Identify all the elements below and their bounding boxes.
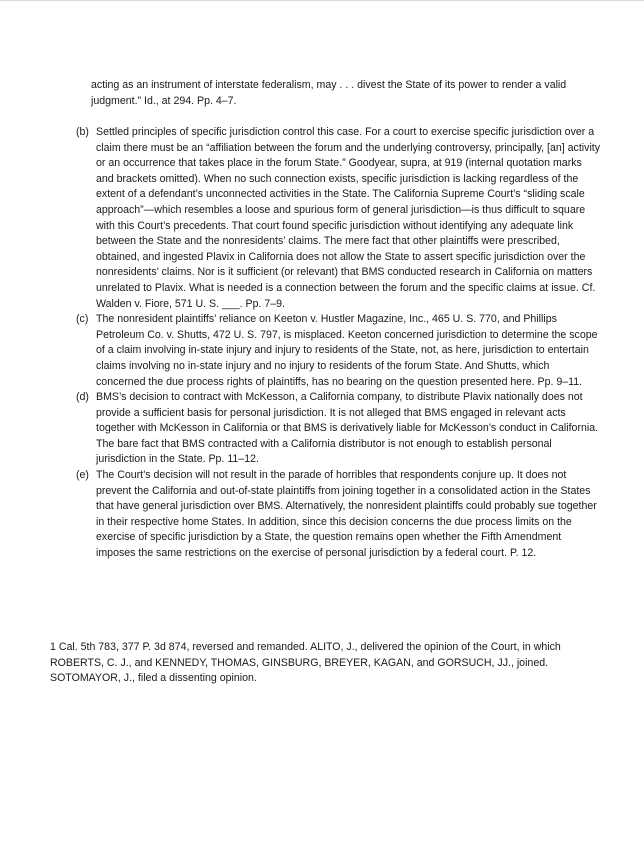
item-text: The Court’s decision will not result in the parade of horribles that respondents conjure up. It does not prevent the California and out-of-state plaintiffs from joining together in a consolidated action in the States that have general jurisdiction over BMS. Alternatively, the nonresident plaintiffs could probably sue together in their respective home States. In addition, since this decision concerns the due process limits on the exercise of specific jurisdiction by a State, the question remains open whether the Fifth Amendment imposes the same restrictions on the exercise of personal jurisdiction by a federal court. P. 12. [96,469,597,560]
item-label: (b) [76,126,89,138]
intro-paragraph: acting as an instrument of interstate federalism, may . . . divest the State of its power to render a valid judgment.” Id., at 294. Pp. 4–7. [91,79,567,107]
list-item [76,312,601,390]
list-item [76,468,601,562]
top-divider [0,0,644,1]
item-text: Settled principles of specific jurisdiction control this case. For a court to exercise specific jurisdiction over a claim there must be an “affiliation between the forum and the underlying controversy, principally, [an] activity or an occurrence that takes place in the forum State.” Goodyear, supra, at 919 (internal quotation marks and brackets omitted). When no such connection exists, specific jurisdiction is lacking regardless of the extent of a defendant’s unconnected activities in the State. The California Supreme Court’s “sliding scale approach”—which resembles a loose and spurious form of general jurisdiction—is thus difficult to square with this Court’s precedents. That court found specific jurisdiction without identifying any adequate link between the State and the nonresidents’ claims. The mere fact that other plaintiffs were prescribed, obtained, and ingested Plavix in California does not allow the State to assert specific jurisdiction over the nonresidents’ claims. Nor is it sufficient (or relevant) that BMS conducted research in California on matters unrelated to Plavix. What is needed is a connection between the forum and the specific claims at issue. Cf. Walden v. Fiore, 571 U. S. ___. Pp. 7–9. [96,126,601,310]
item-text: BMS’s decision to contract with McKesson, a California company, to distribute Plavix nationally does not provide a sufficient basis for personal jurisdiction. It is not alleged that BMS engaged in relevant acts together with McKesson in California or that BMS is derivatively liable for McKesson’s conduct in California. The bare fact that BMS contracted with a California distributor is not enough to establish personal jurisdiction in the State. Pp. 11–12. [96,391,599,466]
syllabus-list [76,125,601,562]
item-text: The nonresident plaintiffs’ reliance on Keeton v. Hustler Magazine, Inc., 465 U. S. 770, and Phillips Petroleum Co. v. Shutts, 472 U. S. 797, is misplaced. Keeton concerned jurisdiction to determine the scope of a claim involving in-state injury and injury to residents of the State, not, as here, jurisdiction to entertain claims involving no in-state injury and no injury to residents of the forum State. And Shutts, which concerned the due process rights of plaintiffs, has no bearing on the question presented here. Pp. 9–11. [96,313,598,388]
disposition-paragraph: 1 Cal. 5th 783, 377 P. 3d 874, reversed and remanded. ALITO, J., delivered the opinion of the Court, in which ROBERTS, C. J., and KENNEDY, THOMAS, GINSBURG, BREYER, KAGAN, and GORSUCH, JJ., joined. SOTOMAYOR, J., filed a dissenting opinion. [50,641,561,685]
list-item [76,125,601,312]
item-label: (d) [76,391,89,404]
item-label: (e) [76,469,89,482]
list-item [76,390,601,468]
item-label: (c) [76,313,89,326]
